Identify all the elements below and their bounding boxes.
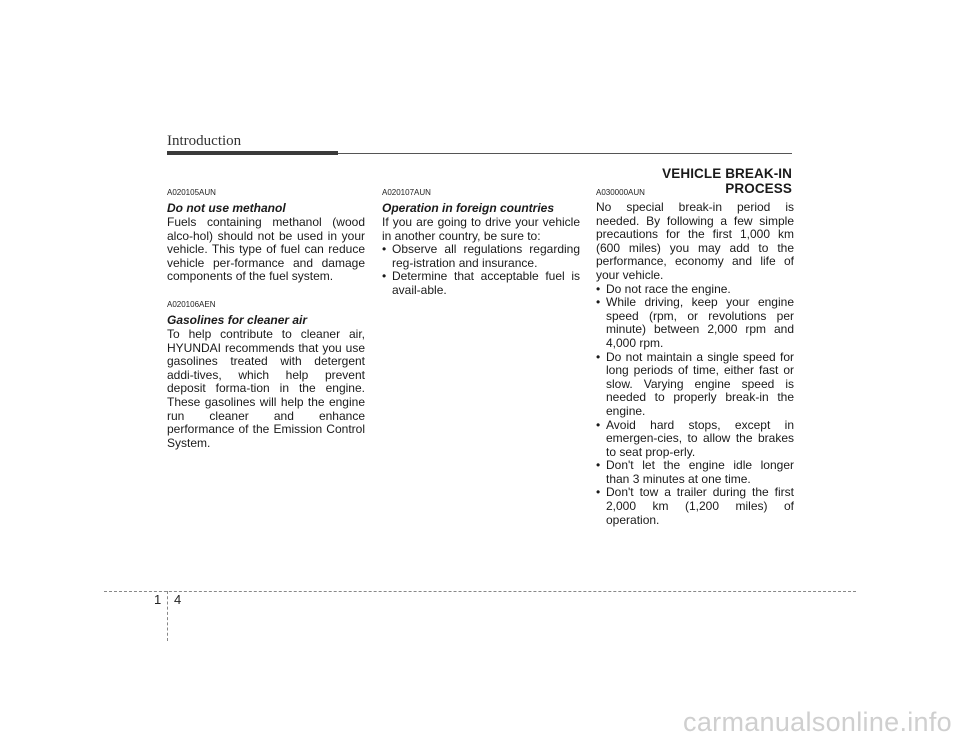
section-heading-foreign: Operation in foreign countries bbox=[382, 201, 555, 215]
watermark: carmanualsonline.info bbox=[683, 707, 952, 737]
section-code: A030000AUN bbox=[596, 188, 645, 197]
page-number: 4 bbox=[174, 592, 182, 607]
footer-dashed-rule bbox=[104, 591, 856, 592]
list-item: • Avoid hard stops, except in emergen-cies, to allow the brakes to seat prop-erly. bbox=[596, 419, 794, 460]
section-heading-cleaner-air: Gasolines for cleaner air bbox=[167, 312, 308, 327]
list-item: • While driving, keep your engine speed (rpm, or revolutions per minute) between 2,000 rpm and 4,000 rpm. bbox=[596, 296, 794, 350]
section-title: VEHICLE BREAK-IN PROCESS bbox=[662, 166, 792, 196]
list-item: • Observe all regulations regarding reg-istration and insurance. bbox=[382, 243, 580, 270]
spacer bbox=[167, 284, 365, 300]
section-intro-foreign: If you are going to drive your vehicle in another country, be sure to: bbox=[382, 215, 580, 243]
footer-dashed-divider bbox=[167, 591, 168, 641]
header-bar bbox=[167, 151, 338, 155]
list-item: • Don't tow a trailer during the first 2,000 km (1,200 miles) of operation. bbox=[596, 486, 794, 527]
header-rule bbox=[338, 153, 792, 154]
section-body-cleaner-air: To help contribute to cleaner air, HYUNDAI recommends that you use gasolines treated with detergent addi-tives, which help prevent deposit forma-tion in the engine. These gasolines will help the engine run cleaner and enhance performance of the Emission Control System. bbox=[167, 326, 365, 450]
section-code: A020107AUN bbox=[382, 188, 431, 197]
chapter-number: 1 bbox=[154, 592, 162, 607]
bullet-list-foreign bbox=[382, 243, 580, 297]
column-right bbox=[596, 188, 794, 527]
column-middle bbox=[382, 188, 580, 298]
page-header-title: Introduction bbox=[167, 133, 242, 149]
section-code: A020105AUN bbox=[167, 188, 216, 197]
column-left bbox=[167, 188, 365, 450]
section-body-methanol: Fuels containing methanol (wood alco-hol) should not be used in your vehicle. This type of fuel can reduce vehicle per-formance and damage components of the fuel system. bbox=[167, 215, 365, 284]
list-item: • Do not race the engine. bbox=[596, 283, 794, 297]
list-item: • Determine that acceptable fuel is avail-able. bbox=[382, 270, 580, 297]
list-item: • Do not maintain a single speed for long periods of time, either fast or slow. Varying engine speed is needed to properly break-in the engine. bbox=[596, 351, 794, 419]
section-intro-break-in: No special break-in period is needed. By following a few simple precautions for the first 1,000 km (600 miles) you may add to the performance, economy and life of your vehicle. bbox=[596, 200, 794, 282]
section-code: A020106AEN bbox=[167, 299, 216, 309]
bullet-list-break-in bbox=[596, 283, 794, 528]
list-item: • Don't let the engine idle longer than 3 minutes at one time. bbox=[596, 459, 794, 486]
section-heading-methanol: Do not use methanol bbox=[167, 201, 286, 215]
